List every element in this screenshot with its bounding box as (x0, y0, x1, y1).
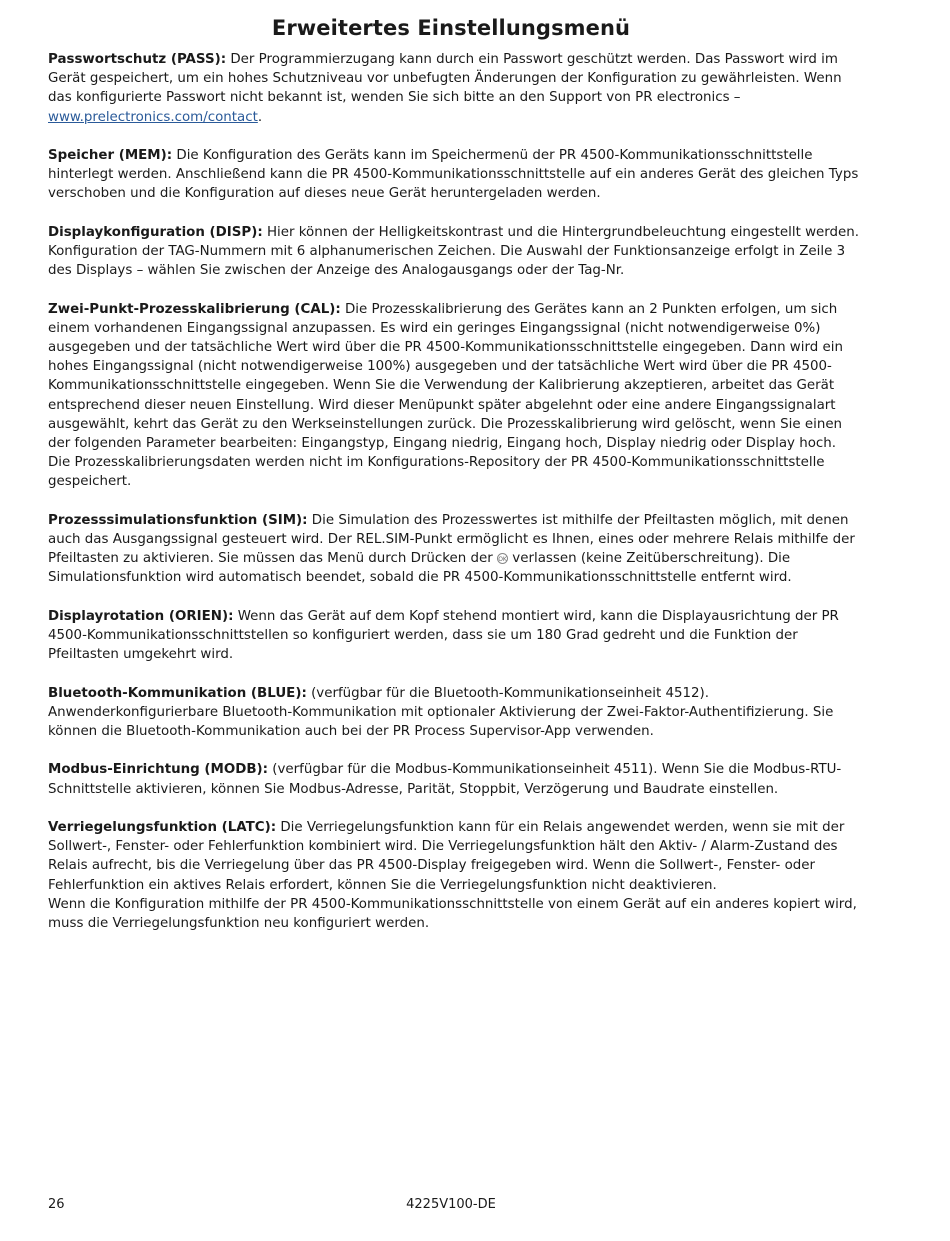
term-mem: Speicher (MEM): (48, 148, 173, 163)
term-modb: Modbus-Einrichtung (MODB): (48, 762, 269, 778)
term-sim: Prozesssimulationsfunktion (SIM): (48, 512, 308, 528)
section-sim (48, 511, 860, 588)
document-id: 4225V100-DE (406, 1197, 496, 1212)
page-number: 26 (48, 1197, 65, 1212)
section-latc (48, 818, 860, 895)
section-orien (48, 607, 860, 665)
text-modb: (verfügbar für die Modbus-Kommunikationseinheit 4511). Wenn Sie die Modbus-RTU-Schnittstelle aktivieren, können Sie Modbus-Adresse, Parität, Stoppbit, Verzögerung und Baudrate einstellen. (48, 762, 842, 797)
section-latc-note (48, 895, 860, 933)
support-link[interactable]: www.prelectronics.com/contact (48, 109, 258, 125)
text-sim: Die Simulation des Prozesswertes ist mithilfe der Pfeiltasten möglich, mit denen auch das Ausgangssignal gesteuert wird. Der REL.SIM-Punkt ermöglicht es Ihnen, eines oder mehrere Relais mithilfe der Pfeiltasten zu aktivieren. Sie müssen das Menü durch Drücken der (48, 512, 855, 567)
text-orien: Wenn das Gerät auf dem Kopf stehend montiert wird, kann die Displayausrichtung der PR 4500-Kommunikationsschnittstellen so konfiguriert werden, dass sie um 180 Grad gedreht und die Funktion der Pfeiltasten umgekehrt wird. (48, 608, 839, 663)
text-cal: Die Prozesskalibrierung des Gerätes kann an 2 Punkten erfolgen, um sich einem vorhandenen Eingangssignal anzupassen. Es wird ein geringes Eingangssignal (nicht notwendigerweise 0%) ausgegeben und der tatsächliche Wert wird über die PR 4500-Kommunikationsschnittstelle eingegeben. Dann wird ein hohes Eingangssignal (nicht notwendigerweise 100%) ausgegeben und der tatsächliche Wert wird über die PR 4500-Kommunikationsschnittstelle eingegeben. Wenn Sie die Verwendung der Kalibrierung akzeptieren, arbeitet das Gerät entsprechend dieser neuen Einstellung. Wird dieser Menüpunkt später abgelehnt oder eine andere Eingangssignalart ausgewählt, kehrt das Gerät zu den Werkseinstellungen zurück. Die Prozesskalibrierung wird gelöscht, wenn Sie einen der folgenden Parameter bearbeiten: Eingangstyp, Eingang niedrig, Eingang hoch, Display niedrig oder Display hoch. Die Prozesskalibrierungsdaten werden nicht im Konfigurations-Repository der PR 4500-Kommunikationsschnittstelle gespeichert. (48, 301, 843, 490)
section-modb (48, 760, 860, 798)
section-blue (48, 684, 860, 742)
text-sim-2: verlassen (keine Zeitüberschreitung). Die Simulationsfunktion wird automatisch beendet, sobald die PR 4500-Kommunikationsschnittstelle entfernt wird. (48, 551, 792, 586)
ok-button-icon: OK (497, 553, 508, 564)
term-orien: Displayrotation (ORIEN): (48, 608, 234, 624)
section-mem (48, 146, 860, 204)
text-latc: Die Verriegelungsfunktion kann für ein Relais angewendet werden, wenn sie mit der Sollwert-, Fenster- oder Fehlerfunktion kombiniert wird. Die Verriegelungsfunktion hält den Aktiv- / Alarm-Zustand des Relais aufrecht, bis die Verriegelung über das PR 4500-Display freigegeben wird. Wenn die Sollwert-, Fenster- oder Fehlerfunktion ein aktives Relais erfordert, können Sie die Verriegelungsfunktion nicht deaktivieren. (48, 820, 845, 893)
section-cal (48, 300, 860, 492)
section-disp (48, 223, 860, 281)
term-cal: Zwei-Punkt-Prozesskalibrierung (CAL): (48, 301, 341, 317)
term-blue: Bluetooth-Kommunikation (BLUE): (48, 685, 307, 701)
document-body (48, 50, 860, 952)
text-latc-2: Wenn die Konfiguration mithilfe der PR 4500-Kommunikationsschnittstelle von einem Gerät auf ein anderes kopiert wird, muss die Verriegelungsfunktion neu konfiguriert werden. (48, 896, 857, 932)
term-pass: Passwortschutz (PASS): (48, 52, 227, 67)
section-pass (48, 50, 860, 127)
text-blue: (verfügbar für die Bluetooth-Kommunikationseinheit 4512). Anwenderkonfigurierbare Bluetooth-Kommunikation mit optionaler Aktivierung der Zwei-Faktor-Authentifizierung. Sie können die Bluetooth-Kommunikation auch bei der PR Process Supervisor-App verwenden. (48, 685, 834, 740)
page-title: Erweitertes Einstellungsmenü (271, 16, 631, 40)
text-pass: Der Programmierzugang kann durch ein Passwort geschützt werden. Das Passwort wird im Gerät gespeichert, um ein hohes Schutzniveau vor unbefugten Änderungen der Konfiguration zu gewährleisten. Wenn das konfigurierte Passwort nicht bekannt ist, wenden Sie sich bitte an den Support von PR electronics – (48, 52, 842, 106)
term-disp: Displaykonfiguration (DISP): (48, 224, 263, 240)
term-latc: Verriegelungsfunktion (LATC): (48, 820, 277, 835)
text-mem: Die Konfiguration des Geräts kann im Speichermenü der PR 4500-Kommunikationsschnittstelle hinterlegt werden. Anschließend kann die PR 4500-Kommunikationsschnittstelle auf ein anderes Gerät des gleichen Typs verschoben und die Konfiguration auf dieses neue Gerät heruntergeladen werden. (48, 148, 859, 202)
text-disp: Hier können der Helligkeitskontrast und die Hintergrundbeleuchtung eingestellt werden. Konfiguration der TAG-Nummern mit 6 alphanumerischen Zeichen. Die Auswahl der Funktionsanzeige erfolgt in Zeile 3 des Displays – wählen Sie zwischen der Anzeige des Analogausgangs oder der Tag-Nr. (48, 224, 860, 279)
text-pass-end: . (257, 109, 263, 125)
